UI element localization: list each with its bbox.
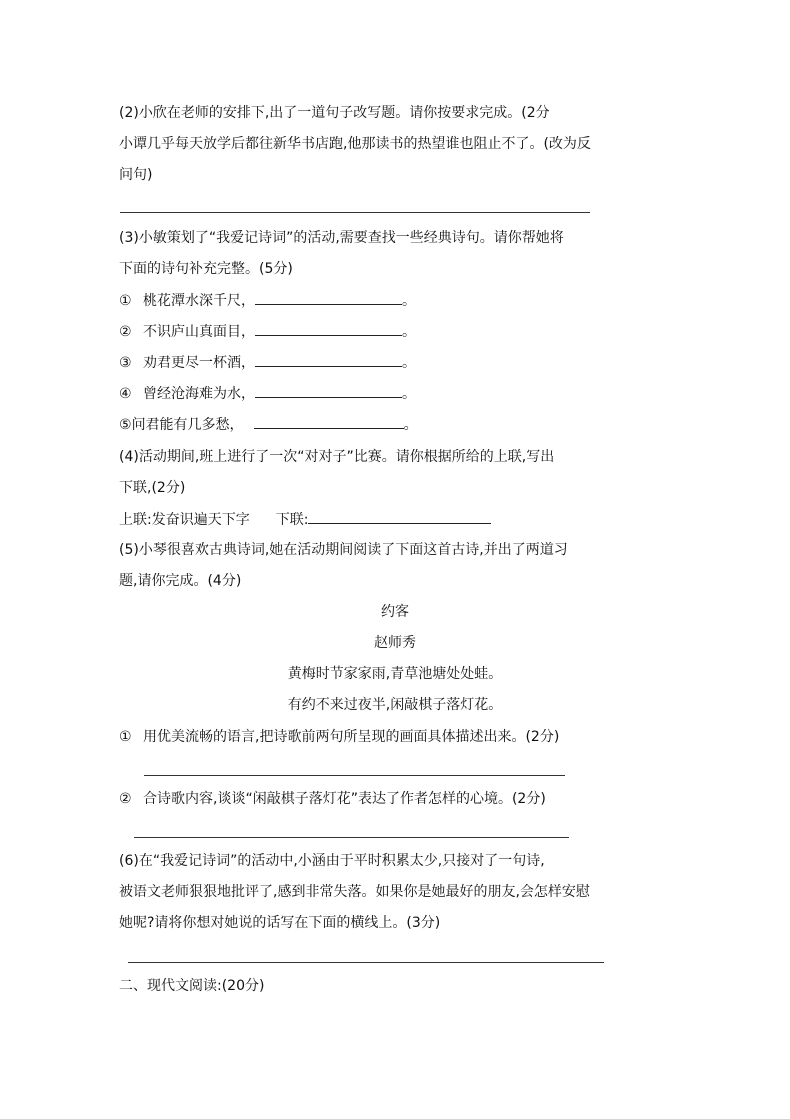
q3-line2: 下面的诗句补充完整。(5分): [119, 261, 293, 277]
q4-couplet: [119, 509, 491, 530]
q6-line2: 被语文老师狠狠地批评了,感到非常失落。如果你是她最好的朋友,会怎样安慰: [119, 884, 590, 900]
q6-answer-line[interactable]: [128, 962, 604, 963]
section2-heading: 二、现代文阅读:(20分): [119, 978, 265, 994]
item-marker: ⑤: [119, 417, 132, 433]
q4-line2: 下联,(2分): [119, 480, 186, 496]
q3-item-2: [119, 321, 416, 342]
q5-sub2-answer-line[interactable]: [134, 837, 569, 838]
item-text: 劝君更尽一杯酒，: [143, 355, 255, 371]
q5-sub1-answer-line[interactable]: [144, 775, 565, 776]
item-end: 。: [402, 386, 416, 402]
q6-line3: 她呢?请将你想对她说的话写在下面的横线上。(3分): [119, 915, 441, 931]
item-end: 。: [402, 293, 416, 309]
sub-text: 合诗歌内容,谈谈“闲敲棋子落灯花”表达了作者怎样的心境。(2分): [143, 791, 546, 807]
item-end: 。: [402, 355, 416, 371]
sub-marker: ②: [119, 791, 132, 807]
poem-verse-1: 黄梅时节家家雨,青草池塘处处蛙。: [287, 666, 503, 682]
q3-item-1: [119, 290, 416, 311]
q5-line2: 题,请你完成。(4分): [119, 573, 242, 589]
q4-lower-blank[interactable]: [308, 509, 491, 524]
item-text: 问君能有几多愁，: [131, 417, 244, 433]
q3-item-4: [119, 383, 416, 404]
q4-upper: 上联:发奋识遍天下字: [119, 512, 250, 528]
sub-marker: ①: [119, 729, 132, 745]
sub-text: 用优美流畅的语言,把诗歌前两句所呈现的画面具体描述出来。(2分): [143, 729, 560, 745]
q4-lower-label: 下联:: [275, 512, 309, 528]
item-text: 不识庐山真面目，: [143, 324, 255, 340]
q5-sub2: [119, 789, 546, 809]
q2-line3: 问句): [119, 167, 153, 183]
poem-verse-2: 有约不来过夜半,闲敲棋子落灯花。: [287, 697, 503, 713]
item-end: 。: [403, 417, 418, 433]
q5-line1: (5)小琴很喜欢古典诗词,她在活动期间阅读了下面这首古诗,并出了两道习: [119, 542, 568, 558]
q3-item-5: [119, 414, 418, 435]
q3-blank-2[interactable]: [255, 321, 402, 336]
q3-line1: (3)小敏策划了“我爱记诗词”的活动,需要查找一些经典诗句。请你帮她将: [119, 230, 564, 246]
q2-line2: 小谭几乎每天放学后都往新华书店跑,他那读书的热望谁也阻止不了。(改为反: [119, 136, 591, 152]
q3-blank-1[interactable]: [255, 290, 402, 305]
q3-blank-5[interactable]: [254, 414, 404, 429]
item-marker: ①: [119, 293, 132, 309]
item-marker: ③: [119, 355, 132, 371]
poem-title: 约客: [381, 604, 409, 620]
q3-blank-4[interactable]: [255, 383, 402, 398]
q3-blank-3[interactable]: [255, 352, 402, 367]
poem-author: 赵师秀: [374, 635, 416, 651]
q5-sub1: [119, 727, 559, 747]
item-end: 。: [402, 324, 416, 340]
item-text: 桃花潭水深千尺，: [143, 293, 255, 309]
q4-line1: (4)活动期间,班上进行了一次“对对子”比赛。请你根据所给的上联,写出: [119, 449, 555, 465]
q3-item-3: [119, 352, 416, 373]
q2-answer-line[interactable]: [120, 212, 590, 213]
item-marker: ②: [119, 324, 132, 340]
item-text: 曾经沧海难为水，: [143, 386, 255, 402]
item-marker: ④: [119, 386, 132, 402]
q6-line1: (6)在“我爱记诗词”的活动中,小涵由于平时积累太少,只接对了一句诗,: [119, 853, 545, 869]
q2-line1: (2)小欣在老师的安排下,出了一道句子改写题。请你按要求完成。(2分: [119, 105, 550, 121]
